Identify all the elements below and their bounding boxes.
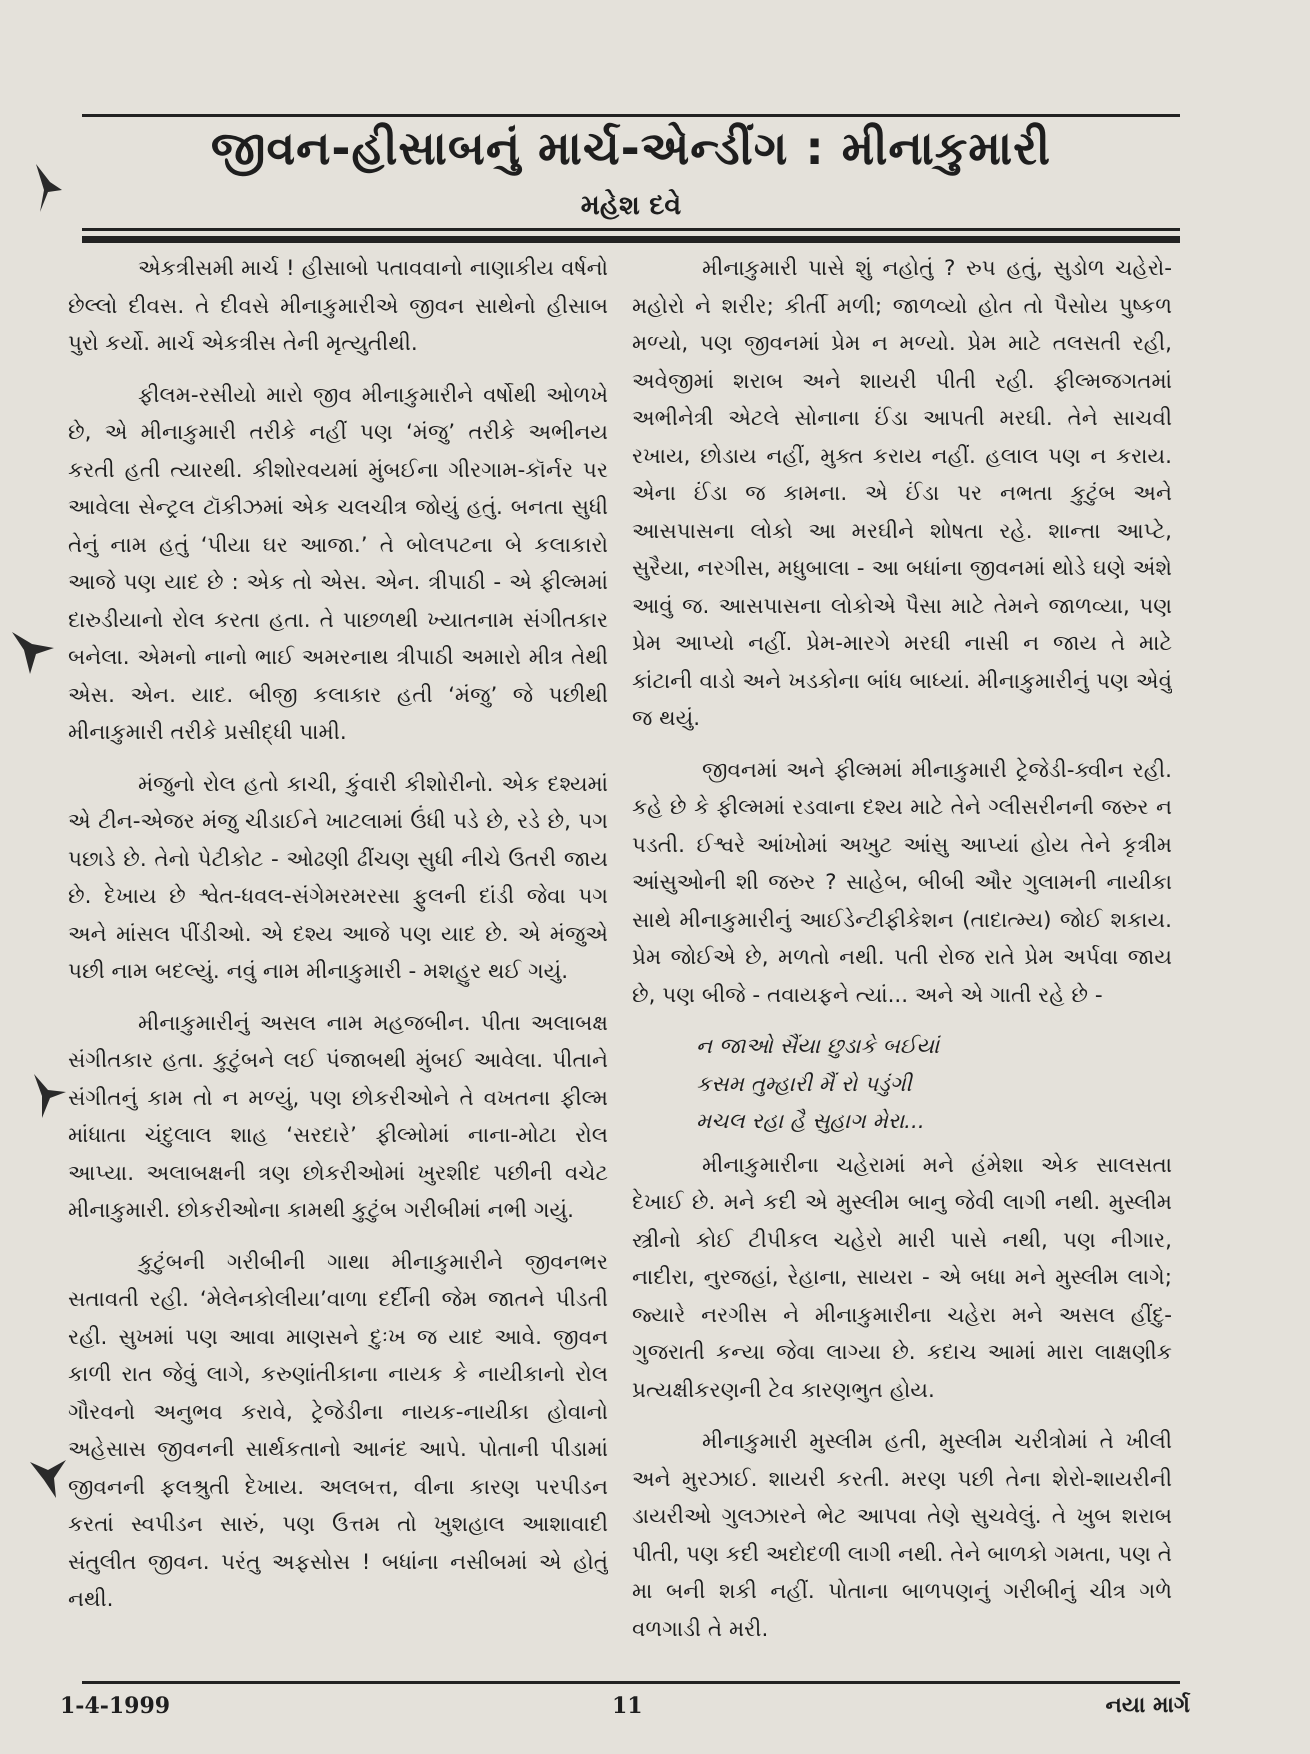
paragraph: મીનાકુમારી પાસે શું નહોતું ? રુપ હતું, સુડોળ ચહેરો-મહોરો ને શરીર; કીર્તી મળી; જાળવ્યો હોત તો પૈસોય પુષ્કળ મળ્યો, પણ જીવનમાં પ્રેમ ન મળ્યો. પ્રેમ માટે તલસતી રહી, અવેજીમાં શરાબ અને શાયરી પીતી રહી. ફીલ્મજગતમાં અભીનેત્રી એટલે સોનાના ઈંડા આપતી મરઘી. તેને સાચવી રખાય, છોડાય નહીં, મુક્ત કરાય નહીં. હલાલ પણ ન કરાય. એના ઈંડા જ કામના. એ ઈંડા પર નભતા કુટુંબ અને આસપાસના લોકો આ મરઘીને શોષતા રહે. શાન્તા આપ્ટે, સુરૈયા, નરગીસ, મધુબાલા - આ બધાંના જીવનમાં થોડે ઘણે અંશે આવું જ. આસપાસના લોકોએ પૈસા માટે તેમને જાળવ્યા, પણ પ્રેમ આપ્યો નહીં. પ્રેમ-મારગે મરઘી નાસી ન જાય તે માટે કાંટાની વાડો અને ખડકોના બાંધ બાધ્યાં. મીનાકુમારીનું પણ એવું જ થયું. [632, 256, 1172, 731]
paragraph: જીવનમાં અને ફીલ્મમાં મીનાકુમારી ટ્રેજેડી-ક્વીન રહી. કહે છે કે ફીલ્મમાં રડવાના દશ્ય માટે તેને ગ્લીસરીનની જરુર ન પડતી. ઈશ્વરે આંખોમાં અખુટ આંસુ આપ્યાં હોય તેને કૃત્રીમ આંસુઓની શી જરુર ? સાહેબ, બીબી ઔર ગુલામની નાયીકા સાથે મીનાકુમારીનું આઈડેન્ટીફીકેશન (તાદાત્મ્ય) જોઈ શકાય. પ્રેમ જોઈએ છે, મળતો નથી. પતી રોજ રાતે પ્રેમ અર્પવા જાય છે, પણ બીજે - તવાયફને ત્યાં... અને એ ગાતી રહે છે - [632, 757, 1172, 1008]
paragraph: મીનાકુમારી મુસ્લીમ હતી, મુસ્લીમ ચરીત્રોમાં તે ખીલી અને મુરઝાઈ. શાયરી કરતી. મરણ પછી તેના શેરો-શાયરીની ડાયરીઓ ગુલઝારને ભેટ આપવા તેણે સુચવેલું. તે ખુબ શરાબ પીતી, પણ કદી અદોદળી લાગી નથી. તેને બાળકો ગમતા, પણ તે મા બની શકી નહીં. પોતાના બાળપણનું ગરીબીનું ચીત્ર ગળે વળગાડી તે મરી. [632, 1429, 1172, 1642]
right-column [632, 250, 1172, 1670]
top-rule [82, 114, 1180, 117]
punch-mark-icon [10, 628, 56, 676]
header-rule-thick [82, 236, 1180, 243]
article-author: મહેશ દવે [580, 190, 682, 221]
footer-rule [82, 1681, 1180, 1684]
lyric-line: મચલ રહા હૈ સુહાગ મેરા... [696, 1109, 925, 1134]
lyric-line: ન જાઓ સૈંયા છુડાકે બઈયાં [696, 1034, 940, 1059]
paragraph: મીનાકુમારીના ચહેરામાં મને હંમેશા એક સાલસતા દેખાઈ છે. મને કદી એ મુસ્લીમ બાનુ જેવી લાગી નથી. મુસ્લીમ સ્ત્રીનો કોઈ ટીપીકલ ચહેરો મારી પાસે નથી, પણ નીગાર, નાદીરા, નુરજહાં, રેહાના, સાયરા - એ બધા મને મુસ્લીમ લાગે; જ્યારે નરગીસ ને મીનાકુમારીના ચહેરા મને અસલ હીંદુ- ગુજરાતી કન્યા જેવા લાગ્યા છે. કદાચ આમાં મારા લાક્ષણીક પ્રત્યક્ષીકરણની ટેવ કારણભુત હોય. [632, 1152, 1172, 1403]
punch-mark-icon [34, 160, 64, 216]
punch-mark-icon [26, 1456, 68, 1500]
song-lyrics [632, 1028, 1172, 1141]
left-column [68, 250, 608, 1670]
page-number: 11 [612, 1693, 643, 1719]
article-title: જીવન-હીસાબનું માર્ચ-એન્ડીંગ : મીનાકુમારી [210, 121, 1052, 175]
paragraph: કુટુંબની ગરીબીની ગાથા મીનાકુમારીને જીવનભર સતાવતી રહી. ‘મેલેનકોલીયા’વાળા દર્દીની જેમ જાતને પીડતી રહી. સુખમાં પણ આવા માણસને દુઃખ જ યાદ આવે. જીવન કાળી રાત જેવું લાગે, કરુણાંતીકાના નાયક કે નાયીકાનો રોલ ગૌરવનો અનુભવ કરાવે, ટ્રેજેડીના નાયક-નાયીકા હોવાનો અહેસાસ જીવનની સાર્થકતાનો આનંદ આપે. પોતાની પીડામાં જીવનની ફલશ્રુતી દેખાય. અલબત્ત, વીના કારણ પરપીડન કરતાં સ્વપીડન સારું, પણ ઉત્તમ તો ખુશહાલ આશાવાદી સંતુલીત જીવન. પરંતુ અફસોસ ! બધાંના નસીબમાં એ હોતું નથી. [68, 1249, 608, 1612]
header-rule-thin [82, 228, 1180, 231]
paragraph: એકત્રીસમી માર્ચ ! હીસાબો પતાવવાનો નાણાકીય વર્ષનો છેલ્લો દીવસ. તે દીવસે મીનાકુમારીએ જીવન સાથેનો હીસાબ પુરો કર્યો. માર્ચ એકત્રીસ તેની મૃત્યુતીથી. [68, 256, 608, 356]
paragraph: મંજુનો રોલ હતો કાચી, કુંવારી કીશોરીનો. એક દશ્યમાં એ ટીન-એજર મંજુ ચીડાઈને ખાટલામાં ઉંધી પડે છે, રડે છે, પગ પછાડે છે. તેનો પેટીકોટ - ઓઢણી ઢીંચણ સુધી નીચે ઉતરી જાય છે. દેખાય છે શ્વેત-ધવલ-સંગેમરમરસા ફુલની દાંડી જેવા પગ અને માંસલ પીંડીઓ. એ દશ્ય આજે પણ યાદ છે. એ મંજુએ પછી નામ બદલ્યું. નવું નામ મીનાકુમારી - મશહુર થઈ ગયું. [68, 771, 608, 984]
paragraph: મીનાકુમારીનું અસલ નામ મહજબીન. પીતા અલાબક્ષ સંગીતકાર હતા. કુટુંબને લઈ પંજાબથી મુંબઈ આવેલા. પીતાને સંગીતનું કામ તો ન મળ્યું, પણ છોકરીઓને તે વખતના ફીલ્મ માંધાતા ચંદુલાલ શાહ ‘સરદારે’ ફીલ્મોમાં નાના-મોટા રોલ આપ્યા. અલાબક્ષની ત્રણ છોકરીઓમાં ખુરશીદ પછીની વચેટ મીનાકુમારી. છોકરીઓના કામથી કુટુંબ ગરીબીમાં નભી ગયું. [68, 1010, 608, 1223]
paragraph: ફીલમ-રસીયો મારો જીવ મીનાકુમારીને વર્ષોથી ઓળખે છે, એ મીનાકુમારી તરીકે નહીં પણ ‘મંજુ’ તરીકે અભીનય કરતી હતી ત્યારથી. કીશોરવયમાં મુંબઈના ગીરગામ-કૉર્નર પર આવેલા સેન્ટ્રલ ટૉકીઝમાં એક ચલચીત્ર જોયું હતું. બનતા સુધી તેનું નામ હતું ‘પીયા ઘર આજા.’ તે બોલપટના બે કલાકારો આજે પણ યાદ છે : એક તો એસ. એન. ત્રીપાઠી - એ ફીલ્મમાં દારુડીયાનો રોલ કરતા હતા. તે પાછળથી ખ્યાતનામ સંગીતકાર બનેલા. એમનો નાનો ભાઈ અમરનાથ ત્રીપાઠી અમારો મીત્ર તેથી એસ. એન. યાદ. બીજી કલાકાર હતી ‘મંજુ’ જે પછીથી મીનાકુમારી તરીકે પ્રસીદ્ધી પામી. [68, 382, 608, 745]
issue-date: 1-4-1999 [60, 1693, 171, 1719]
punch-mark-icon [28, 1072, 68, 1120]
lyric-line: કસમ તુમ્હારી મૈં રો પડુંગી [696, 1071, 912, 1097]
magazine-name: નયા માર્ગ [1105, 1693, 1190, 1718]
